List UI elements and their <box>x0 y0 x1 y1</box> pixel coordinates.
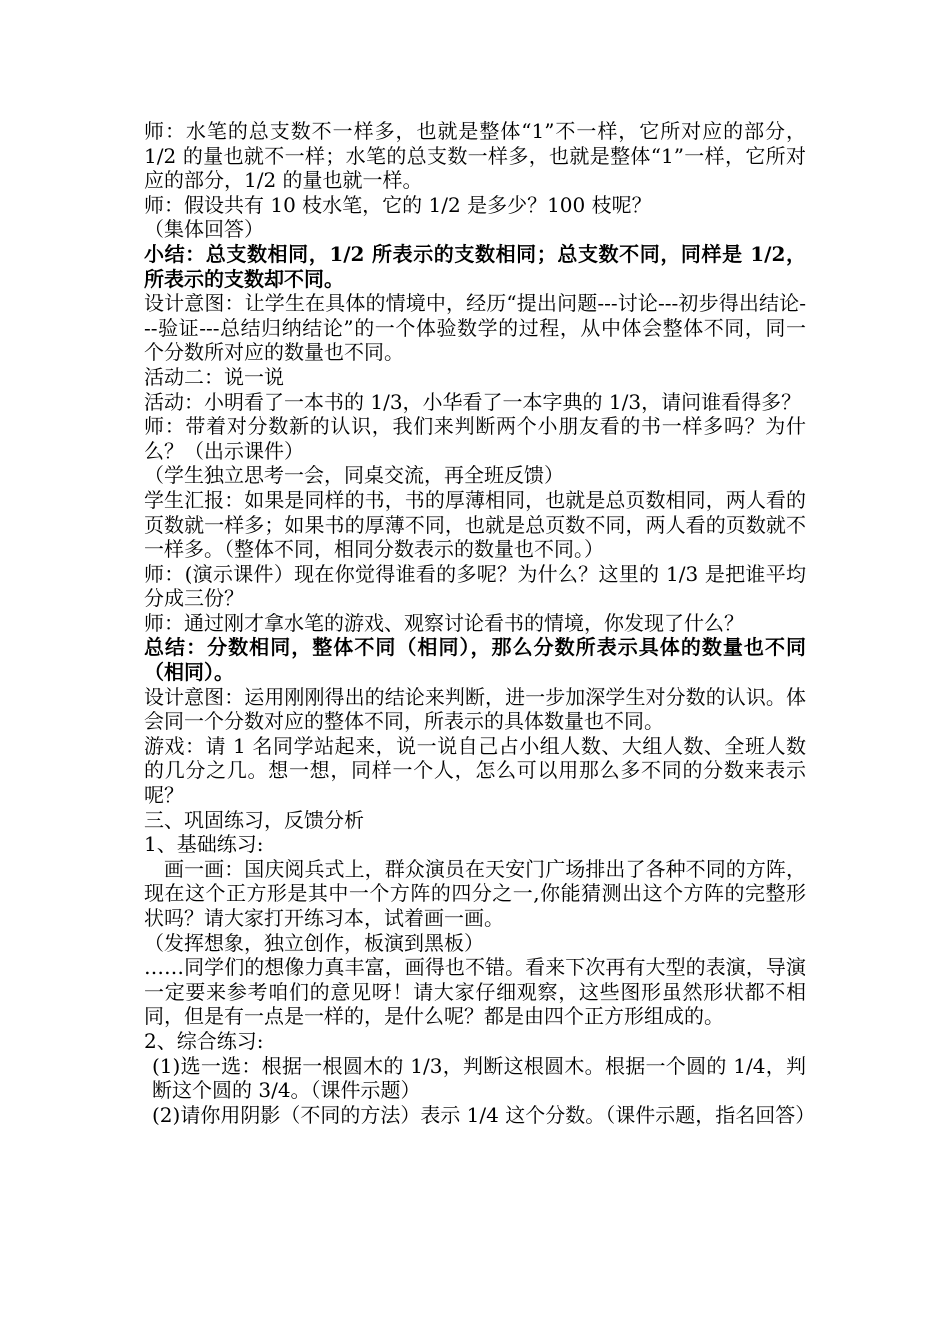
imagination-note: （发挥想象，独立创作，板演到黑板） <box>144 930 484 955</box>
comprehensive-practice-heading: 2、综合练习: <box>144 1028 264 1053</box>
teacher-demo-paragraph: 师：(演示课件）现在你觉得谁看的多呢？为什么？这里的 1/3 是把谁平均分成三份？ <box>144 561 806 611</box>
student-discussion-note: （学生独立思考一会，同桌交流，再全班反馈） <box>144 463 564 488</box>
feedback-paragraph: ……同学们的想像力真丰富，画得也不错。看来下次再有大型的表演，导演一定要来参考咱们的意见呀！请大家仔细观察，这些图形虽然形状都不相同，但是有一点是一样的，是什么呢？都是由四个正方形组成的。 <box>144 955 806 1029</box>
section-three-heading: 三、巩固练习，反馈分析 <box>144 807 364 832</box>
activity-two-heading: 活动二：说一说 <box>144 364 284 389</box>
teacher-question-paragraph: 师：带着对分数新的认识，我们来判断两个小朋友看的书一样多吗？为什么？（出示课件） <box>144 414 806 463</box>
document-body <box>144 119 816 1127</box>
teacher-reflection-paragraph: 师：通过刚才拿水笔的游戏、观察讨论看书的情境，你发现了什么？ <box>144 610 744 635</box>
activity-paragraph: 活动：小明看了一本书的 1/3，小华看了一本字典的 1/3，请问谁看得多？ <box>144 389 802 414</box>
exercise-item-1: (1)选一选：根据一根圆木的 1/3，判断这根圆木。根据一个圆的 1/4，判断这个圆的 3/4。（课件示题） <box>152 1053 806 1103</box>
drawing-task-paragraph: 画一画：国庆阅兵式上，群众演员在天安门广场排出了各种不同的方阵，现在这个正方形是其中一个方阵的四分之一,你能猜测出这个方阵的完整形状吗？请大家打开练习本，试着画一画。 <box>144 856 806 930</box>
basic-practice-heading: 1、基础练习: <box>144 832 264 857</box>
exercise-item-2: (2)请你用阴影（不同的方法）表示 1/4 这个分数。（课件示题，指名回答） <box>152 1102 816 1127</box>
group-answer-note: （集体回答） <box>144 217 264 242</box>
teacher-question-paragraph: 师：假设共有 10 枝水笔，它的 1/2 是多少？100 枝呢？ <box>144 192 652 217</box>
teacher-explanation-paragraph: 师：水笔的总支数不一样多，也就是整体“1”不一样，它所对应的部分，1/2 的量也就不一样；水笔的总支数一样多，也就是整体“1”一样，它所对应的部分，1/2 的量也就一样。 <box>144 119 806 193</box>
design-intent-paragraph: 设计意图：运用刚刚得出的结论来判断，进一步加深学生对分数的认识。体会同一个分数对应的整体不同，所表示的具体数量也不同。 <box>144 684 806 734</box>
summary-paragraph: 小结：总支数相同，1/2 所表示的支数相同；总支数不同，同样是 1/2，所表示的支数却不同。 <box>144 241 806 291</box>
student-report-paragraph: 学生汇报：如果是同样的书，书的厚薄相同，也就是总页数相同，两人看的页数就一样多；如果书的厚薄不同，也就是总页数不同，两人看的页数就不一样多。（整体不同，相同分数表示的数量也不同。） <box>144 487 806 562</box>
game-paragraph: 游戏：请 1 名同学站起来，说一说自己占小组人数、大组人数、全班人数的几分之几。想一想，同样一个人，怎么可以用那么多不同的分数来表示呢？ <box>144 733 806 808</box>
design-intent-paragraph: 设计意图：让学生在具体的情境中，经历“提出问题---讨论---初步得出结论---验证---总结归纳结论”的一个体验数学的过程，从中体会整体不同，同一个分数所对应的数量也不同。 <box>144 291 806 365</box>
conclusion-paragraph: 总结：分数相同，整体不同（相同），那么分数所表示具体的数量也不同（相同）。 <box>144 635 806 685</box>
